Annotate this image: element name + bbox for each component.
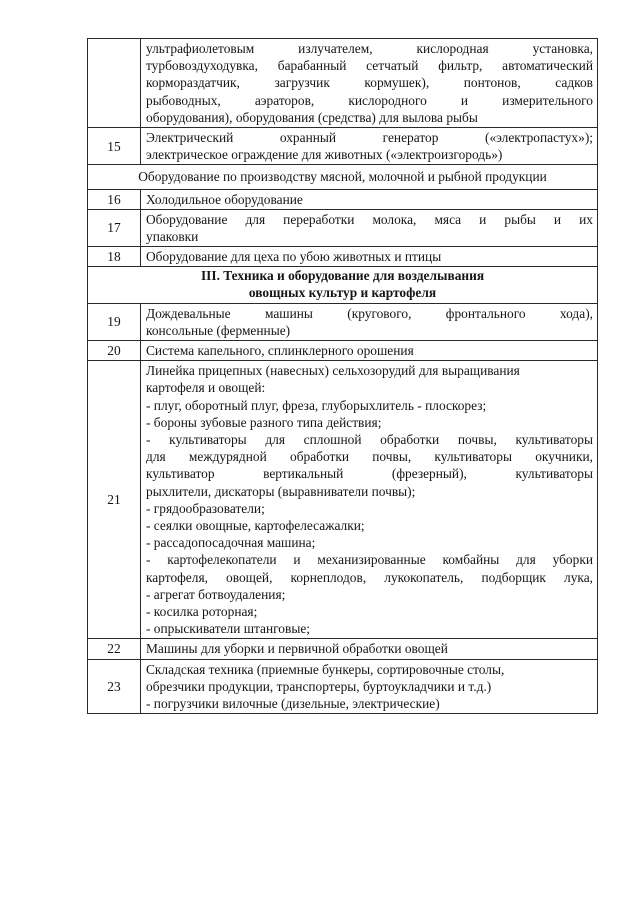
row-number: 21 bbox=[88, 361, 141, 639]
table-row bbox=[88, 639, 598, 659]
table-row bbox=[88, 165, 598, 189]
description-line: - агрегат ботвоудаления; bbox=[146, 586, 286, 602]
table-body bbox=[88, 39, 598, 714]
description-line: Машины для уборки и первичной обработки овощей bbox=[146, 641, 448, 657]
description-line: - косилка роторная; bbox=[146, 604, 258, 620]
section-heading bbox=[88, 267, 598, 303]
table-row bbox=[88, 303, 598, 340]
description-line: Оборудование для цеха по убою животных и птицы bbox=[146, 249, 442, 265]
description-line: Оборудование для переработки молока, мяса и рыбы и их bbox=[146, 211, 593, 227]
row-description bbox=[141, 361, 598, 639]
row-number: 15 bbox=[88, 128, 141, 165]
description-line: - сеялки овощные, картофелесажалки; bbox=[146, 518, 365, 534]
row-number: 22 bbox=[88, 639, 141, 659]
table-row bbox=[88, 247, 598, 267]
row-description bbox=[141, 209, 598, 246]
row-description bbox=[141, 659, 598, 714]
description-line: Холодильное оборудование bbox=[146, 191, 303, 207]
row-description bbox=[141, 341, 598, 361]
document-page bbox=[87, 38, 598, 714]
row-number: 18 bbox=[88, 247, 141, 267]
row-description bbox=[141, 128, 598, 165]
description-line: - бороны зубовые разного типа действия; bbox=[146, 414, 382, 430]
row-number: 19 bbox=[88, 303, 141, 340]
table-row bbox=[88, 39, 598, 128]
section-heading-line: III. Техника и оборудование для возделывания bbox=[200, 268, 485, 284]
description-line: - погрузчики вилочные (дизельные, электрические) bbox=[146, 696, 440, 712]
section-heading-line: овощных культур и картофеля bbox=[248, 285, 437, 301]
description-line: электрическое ограждение для животных («электроизгородь») bbox=[146, 147, 503, 163]
description-line: картофеля и овощей: bbox=[146, 380, 266, 396]
description-line: - картофелекопатели и механизированные комбайны для уборки bbox=[146, 552, 593, 568]
section-subheading: Оборудование по производству мясной, молочной и рыбной продукции bbox=[88, 165, 598, 189]
table-row bbox=[88, 659, 598, 714]
description-line: турбовоздуходувка, барабанный сетчатый фильтр, автоматический bbox=[146, 58, 593, 74]
table-row bbox=[88, 209, 598, 246]
row-number: 20 bbox=[88, 341, 141, 361]
description-line: Складская техника (приемные бункеры, сортировочные столы, bbox=[146, 661, 505, 677]
description-line: Линейка прицепных (навесных) сельхозорудий для выращивания bbox=[146, 363, 520, 379]
table-row bbox=[88, 267, 598, 303]
table-row bbox=[88, 341, 598, 361]
description-line: рыбоводных, аэраторов, кислородного и измерительного bbox=[146, 92, 593, 108]
description-line: - культиваторы для сплошной обработки почвы, культиваторы bbox=[146, 432, 593, 448]
table-row bbox=[88, 128, 598, 165]
description-line: картофеля, овощей, корнеплодов, лукокопатель, подборщик лука, bbox=[146, 569, 593, 585]
description-line: ультрафиолетовым излучателем, кислородная установка, bbox=[146, 41, 593, 56]
row-number: 16 bbox=[88, 189, 141, 209]
row-number bbox=[88, 39, 141, 128]
row-number: 23 bbox=[88, 659, 141, 714]
equipment-table bbox=[87, 38, 598, 714]
row-description bbox=[141, 189, 598, 209]
description-line: - рассадопосадочная машина; bbox=[146, 535, 316, 551]
description-line: для междурядной обработки почвы, культиваторы окучники, bbox=[146, 449, 593, 465]
description-line: культиватор вертикальный (фрезерный), культиваторы bbox=[146, 466, 593, 482]
description-line: - плуг, оборотный плуг, фреза, глуборыхлитель - плоскорез; bbox=[146, 397, 487, 413]
description-line: рыхлители, дискаторы (выравниватели почвы); bbox=[146, 483, 416, 499]
table-row bbox=[88, 189, 598, 209]
description-line: обрезчики продукции, транспортеры, буртоукладчики и т.д.) bbox=[146, 678, 492, 694]
description-line: упаковки bbox=[146, 229, 199, 245]
description-line: Система капельного, сплинклерного орошения bbox=[146, 343, 414, 359]
description-line: консольные (ферменные) bbox=[146, 322, 291, 338]
row-number: 17 bbox=[88, 209, 141, 246]
table-row bbox=[88, 361, 598, 639]
row-description bbox=[141, 303, 598, 340]
description-line: Дождевальные машины (кругового, фронтального хода), bbox=[146, 305, 593, 321]
description-line: - грядообразователи; bbox=[146, 500, 265, 516]
row-description bbox=[141, 639, 598, 659]
description-line: - опрыскиватели штанговые; bbox=[146, 621, 310, 637]
row-description bbox=[141, 39, 598, 128]
description-line: Электрический охранный генератор («электропастух»); bbox=[146, 130, 593, 146]
description-line: кормораздатчик, загрузчик кормушек), понтонов, садков bbox=[146, 75, 593, 91]
row-description bbox=[141, 247, 598, 267]
description-line: оборудования), оборудования (средства) для вылова рыбы bbox=[146, 109, 478, 125]
